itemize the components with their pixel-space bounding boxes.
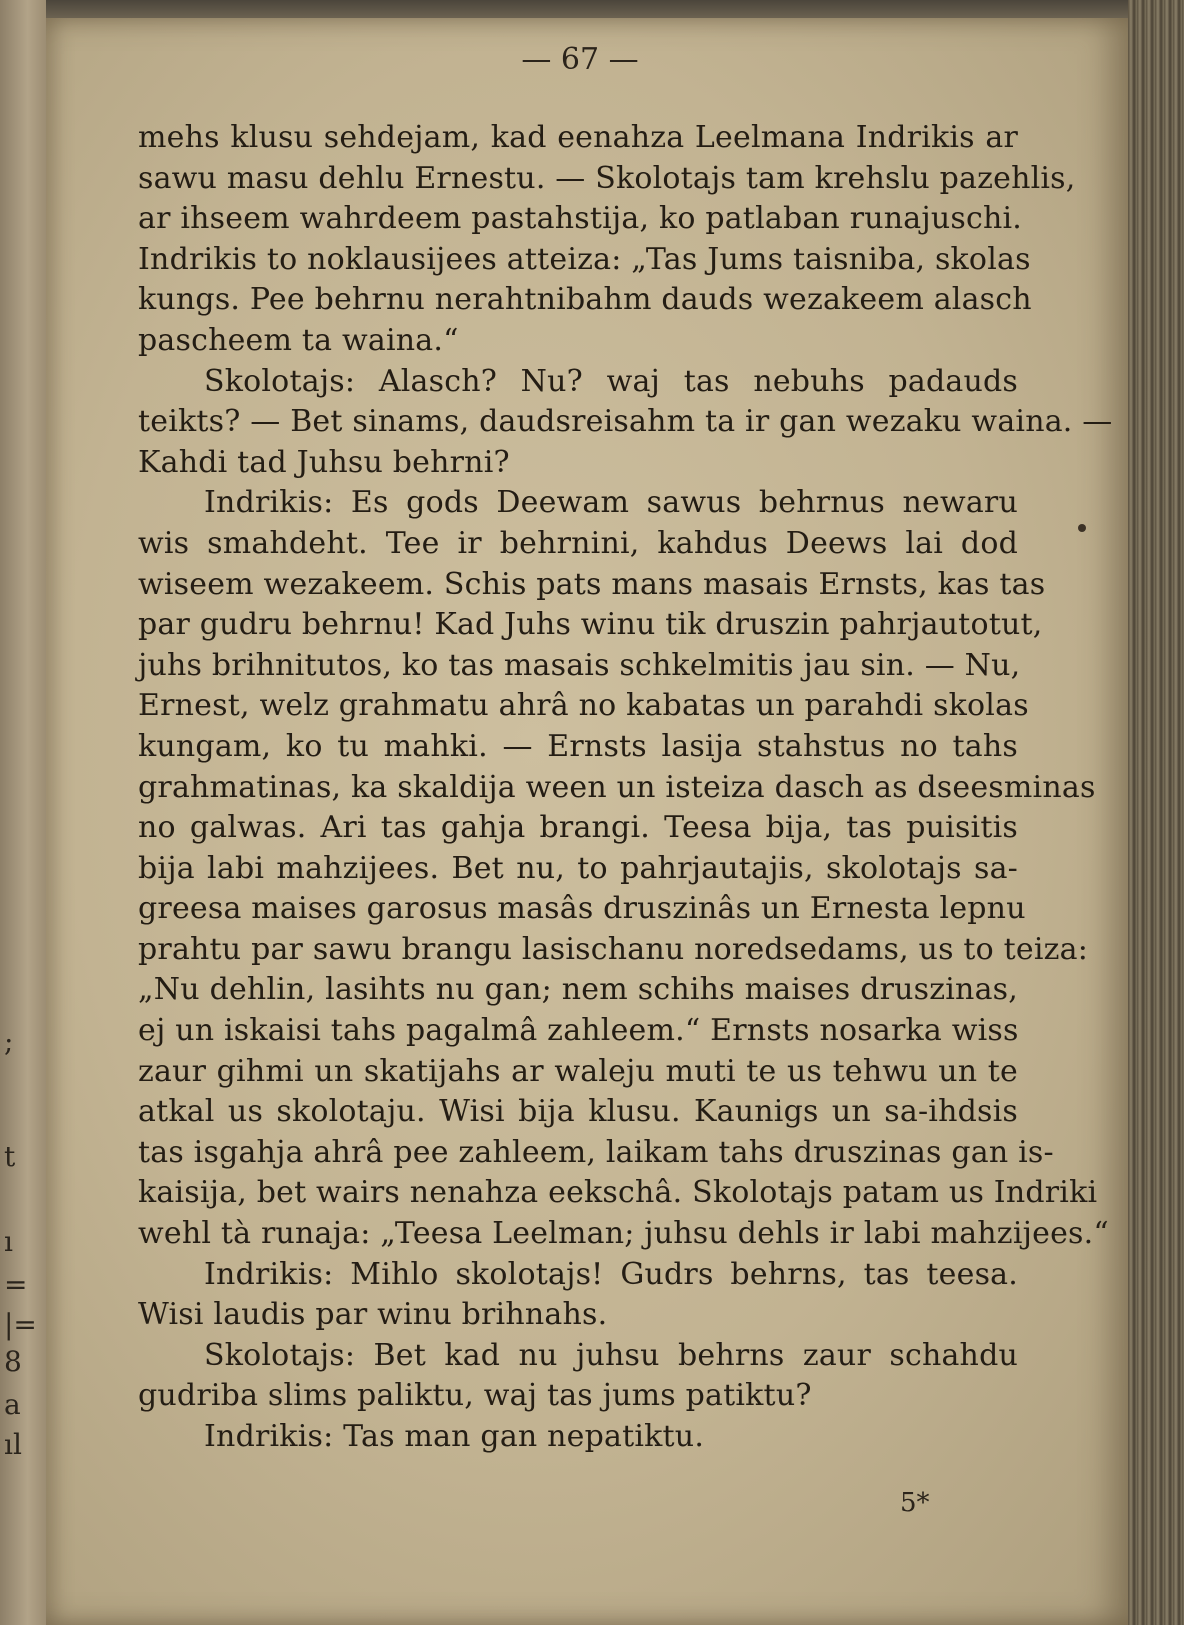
- text-line: sawu masu dehlu Ernestu. — Skolotajs tam krehslu pazehlis,: [138, 160, 1076, 196]
- margin-fragment: a: [4, 1388, 21, 1421]
- text-line: Indrikis to noklausijees atteiza: „Tas Jums taisniba, skolas: [138, 241, 1031, 277]
- page-body-text: [138, 118, 1113, 1458]
- book-fore-edge: [1128, 0, 1184, 1625]
- text-line: ar ihseem wahrdeem pastahstija, ko patlaban runajuschi.: [138, 201, 1023, 237]
- text-line: par gudru behrnu! Kad Juhs winu tik druszin pahrjautotut,: [138, 607, 1043, 643]
- text-line: Wisi laudis par winu brihnahs.: [138, 1297, 608, 1333]
- margin-fragment: ;: [4, 1025, 14, 1058]
- text-line: gudriba slims paliktu, waj tas jums patiktu?: [138, 1378, 812, 1414]
- text-line: pascheem ta waina.“: [138, 322, 459, 358]
- text-line: Indrikis: Mihlo skolotajs! Gudrs behrns, tas teesa.: [204, 1256, 1018, 1292]
- top-page-edge: [46, 0, 1128, 20]
- ink-spot: [1078, 524, 1086, 532]
- text-line: Skolotajs: Bet kad nu juhsu behrns zaur schahdu: [204, 1337, 1018, 1373]
- text-line: mehs klusu sehdejam, kad eenahza Leelmana Indrikis ar: [138, 120, 1018, 155]
- text-line: bija labi mahzijees. Bet nu, to pahrjautajis, skolotajs sa-: [138, 850, 1018, 886]
- text-line: juhs brihnitutos, ko tas masais schkelmitis jau sin. — Nu,: [138, 647, 1021, 683]
- margin-fragment: ıl: [4, 1428, 22, 1461]
- text-line: Indrikis: Es gods Deewam sawus behrnus newaru: [204, 485, 1018, 521]
- text-line: wehl tà runaja: „Teesa Leelman; juhsu dehls ir labi mahzijees.“: [138, 1216, 1109, 1252]
- left-page-edge: [0, 0, 46, 1625]
- text-line: grahmatinas, ka skaldija ween un isteiza dasch as dseesminas: [138, 769, 1096, 805]
- text-line: ej un iskaisi tahs pagalmâ zahleem.“ Ernsts nosarka wiss: [138, 1013, 1019, 1049]
- text-line: tas isgahja ahrâ pee zahleem, laikam tahs druszinas gan is-: [138, 1134, 1054, 1170]
- signature-mark: 5*: [900, 1488, 930, 1518]
- text-line: zaur gihmi un skatijahs ar waleju muti te us tehwu un te: [138, 1053, 1018, 1089]
- text-line: wis smahdeht. Tee ir behrnini, kahdus Deews lai dod: [138, 525, 1018, 561]
- text-line: Indrikis: Tas man gan nepatiktu.: [204, 1419, 705, 1454]
- margin-fragment: t: [4, 1140, 16, 1173]
- margin-fragment: ı: [4, 1225, 13, 1258]
- text-line: kungam, ko tu mahki. — Ernsts lasija stahstus no tahs: [138, 728, 1018, 764]
- text-line: no galwas. Ari tas gahja brangi. Teesa bija, tas puisitis: [138, 810, 1018, 846]
- margin-fragment: 8: [4, 1345, 22, 1378]
- text-line: teikts? — Bet sinams, daudsreisahm ta ir gan wezaku waina. —: [138, 404, 1113, 440]
- text-line: atkal us skolotaju. Wisi bija klusu. Kaunigs un sa-ihdsis: [138, 1094, 1018, 1130]
- text-line: Kahdi tad Juhsu behrni?: [138, 444, 510, 480]
- page-number: — 67 —: [521, 42, 639, 77]
- text-line: wiseem wezakeem. Schis pats mans masais Ernsts, kas tas: [138, 566, 1046, 602]
- text-line: kaisija, bet wairs nenahza eekschâ. Skolotajs patam us Indriki: [138, 1175, 1098, 1211]
- text-line: prahtu par sawu brangu lasischanu noredsedams, us to teiza:: [138, 931, 1089, 967]
- margin-fragment: =: [4, 1268, 28, 1301]
- text-line: kungs. Pee behrnu nerahtnibahm dauds wezakeem alasch: [138, 282, 1032, 318]
- text-line: „Nu dehlin, lasihts nu gan; nem schihs maises druszinas,: [138, 972, 1018, 1008]
- text-line: Skolotajs: Alasch? Nu? waj tas nebuhs padauds: [204, 363, 1018, 399]
- text-line: greesa maises garosus masâs druszinâs un Ernesta lepnu: [138, 891, 1026, 927]
- margin-fragment: |=: [4, 1308, 37, 1341]
- text-line: Ernest, welz grahmatu ahrâ no kabatas un parahdi skolas: [138, 688, 1029, 724]
